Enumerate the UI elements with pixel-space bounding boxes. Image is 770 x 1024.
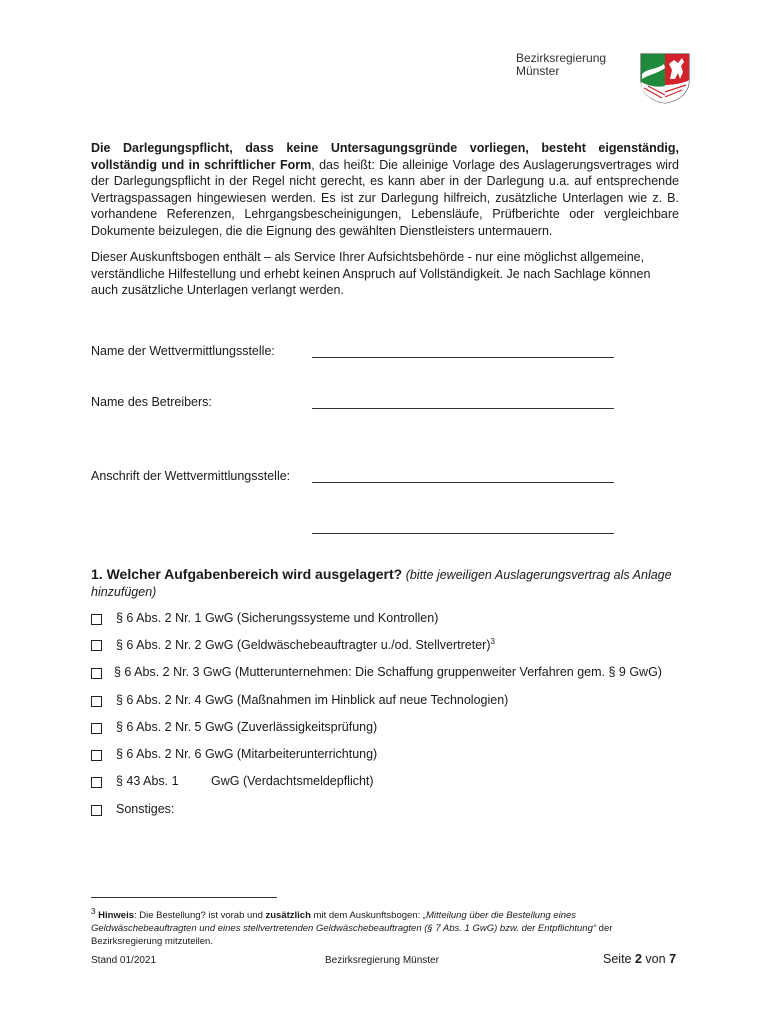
option-label: § 6 Abs. 2 Nr. 5 GwG (Zuverlässigkeitsprüfung) bbox=[116, 720, 378, 734]
option-label: Sonstiges: bbox=[116, 802, 175, 816]
footer-stand: Stand 01/2021 bbox=[91, 955, 157, 966]
page-total: 7 bbox=[669, 952, 677, 966]
intro-rest: , das heißt: Die alleinige Vorlage des Auslagerungsvertrages wird der Darlegungspflicht in der Regel nicht gerecht, es kann aber in der Darlegung u.a. auf entsprechende Vertragspassagen hingewiesen werden. Es ist zur Darlegung hilfreich, zusätzliche Unterlagen wie z. B. vorhandene Referenzen, Lehrgangsbescheinigungen, Lebensläufe, Prüfberichte oder vergleichbare Dokumente beizulegen, die die Eignung des gewählten Dienstleisters untermauern. bbox=[91, 157, 679, 238]
section-1 bbox=[91, 566, 679, 600]
section-1-heading: 1. Welcher Aufgabenbereich wird ausgelagert? bbox=[91, 566, 403, 582]
option-label: § 43 Abs. 1 bbox=[116, 774, 179, 788]
field-operator bbox=[91, 395, 691, 411]
option-label-rest: GwG (Verdachtsmeldepflicht) bbox=[211, 774, 374, 788]
footnote-divider bbox=[91, 897, 277, 898]
service-paragraph: Dieser Auskunftsbogen enthält – als Service Ihrer Aufsichtsbehörde - nur eine möglichst allgemeine, verständliche Hilfestellung und erhebt keinen Anspruch auf Vollständigkeit. Je nach Sachlage können auch zusätzliche Unterlagen verlangt werden. bbox=[91, 250, 651, 297]
intro-bold-lead: Die Darlegungspflicht, dass keine Untersagungsgründe vorliegen, besteht eigenständig, vollständig und in schriftlicher Form bbox=[91, 141, 679, 172]
option-checkbox[interactable] bbox=[91, 723, 102, 734]
option-checkbox[interactable] bbox=[91, 750, 102, 761]
option-checkbox[interactable] bbox=[91, 668, 102, 679]
page-von-label: von bbox=[645, 952, 666, 966]
page-current: 2 bbox=[634, 952, 642, 966]
option-label: § 6 Abs. 2 Nr. 6 GwG (Mitarbeiterunterrichtung) bbox=[116, 747, 378, 761]
option-checkbox[interactable] bbox=[91, 696, 102, 707]
org-name-line2: Münster bbox=[516, 64, 560, 78]
intro-text bbox=[91, 140, 679, 299]
field-name-input-line[interactable] bbox=[312, 357, 614, 358]
footnote-text-3: der Bezirksregierung mitzuteilen. bbox=[91, 923, 613, 948]
option-label: § 6 Abs. 2 Nr. 3 GwG (Mutterunternehmen: Die Schaffung gruppenweiter Verfahren gem. § 9 GwG) bbox=[114, 665, 662, 679]
option-label: § 6 Abs. 2 Nr. 4 GwG (Maßnahmen im Hinblick auf neue Technologien) bbox=[116, 693, 509, 707]
intro-paragraph bbox=[91, 140, 679, 239]
page-number bbox=[603, 952, 676, 966]
option-checkbox[interactable] bbox=[91, 805, 102, 816]
page-seite-label: Seite bbox=[603, 952, 632, 966]
org-name-line1: Bezirksregierung bbox=[516, 51, 607, 65]
field-operator-input-line[interactable] bbox=[312, 408, 614, 409]
footnote-text-1: : Die Bestellung? ist vorab und bbox=[134, 910, 266, 922]
field-address-input-line2[interactable] bbox=[312, 533, 614, 534]
field-address bbox=[91, 469, 691, 485]
field-address-line2 bbox=[91, 520, 691, 536]
footer-center: Bezirksregierung Münster bbox=[325, 955, 439, 966]
footnote-ref: 3 bbox=[490, 637, 495, 646]
field-operator-label: Name des Betreibers: bbox=[91, 395, 212, 409]
footnote-number: 3 bbox=[91, 907, 96, 916]
footnote bbox=[91, 905, 679, 948]
nrw-crest-logo bbox=[638, 52, 692, 104]
footnote-text-2: mit dem Auskunftsbogen: bbox=[310, 910, 423, 922]
footnote-bold: zusätzlich bbox=[265, 910, 311, 922]
field-name bbox=[91, 344, 691, 360]
footnote-italic: „Mitteilung über die Bestellung eines Geldwäschebeauftragten und eines stellvertretenden Geldwäschebeauftragten (§ 7 Abs. 1 GwG) bzw. der Entpflichtung“ bbox=[91, 910, 597, 935]
option-label-wrap bbox=[116, 637, 495, 652]
section-1-hint: (bitte jeweiligen Auslagerungsvertrag als Anlage hinzufügen) bbox=[91, 568, 672, 599]
footnote-label: Hinweis bbox=[98, 910, 134, 922]
field-address-input-line[interactable] bbox=[312, 482, 614, 483]
field-address-label: Anschrift der Wettvermittlungsstelle: bbox=[91, 469, 291, 483]
org-header bbox=[516, 52, 606, 78]
option-checkbox[interactable] bbox=[91, 777, 102, 788]
option-checkbox[interactable] bbox=[91, 640, 102, 651]
option-label: § 6 Abs. 2 Nr. 2 GwG (Geldwäschebeauftragter u./od. Stellvertreter) bbox=[116, 638, 491, 653]
field-name-label: Name der Wettvermittlungsstelle: bbox=[91, 344, 275, 358]
option-checkbox[interactable] bbox=[91, 614, 102, 625]
option-label: § 6 Abs. 2 Nr. 1 GwG (Sicherungssysteme und Kontrollen) bbox=[116, 611, 439, 625]
